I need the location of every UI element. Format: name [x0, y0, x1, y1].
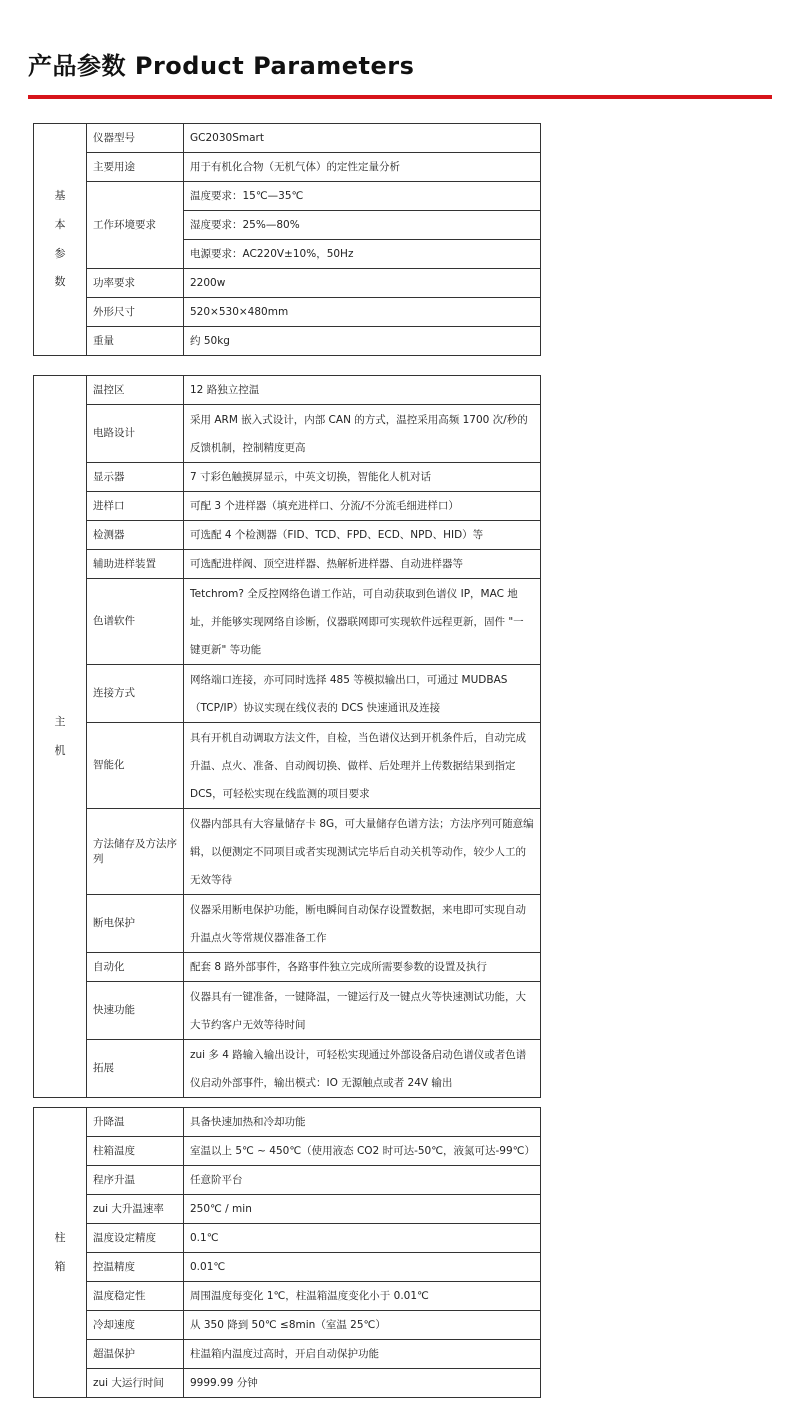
table-row: [34, 1040, 541, 1098]
table-row: [34, 1369, 541, 1398]
param-label: zui 大运行时间: [87, 1369, 184, 1398]
param-value: 从 350 降到 50℃ ≤8min（室温 25℃）: [184, 1311, 541, 1340]
page-title: 产品参数 Product Parameters: [28, 52, 415, 80]
table-row: [34, 723, 541, 809]
param-label: 功率要求: [87, 269, 184, 298]
basic-parameters-table: [33, 123, 541, 356]
param-label: zui 大升温速率: [87, 1195, 184, 1224]
param-value: 7 寸彩色触摸屏显示，中英文切换，智能化人机对话: [184, 463, 541, 492]
table-row: [34, 982, 541, 1040]
table-row: [34, 1253, 541, 1282]
param-label: 检测器: [87, 521, 184, 550]
param-label: 超温保护: [87, 1340, 184, 1369]
param-label: 程序升温: [87, 1166, 184, 1195]
group-char: 参: [54, 246, 66, 260]
param-label: 温度设定精度: [87, 1224, 184, 1253]
param-value: 采用 ARM 嵌入式设计，内部 CAN 的方式，温控采用高频 1700 次/秒的反馈机制，控制精度更高: [184, 405, 541, 463]
param-label: 进样口: [87, 492, 184, 521]
param-value: 具备快速加热和冷却功能: [184, 1108, 541, 1137]
param-value: 用于有机化合物（无机气体）的定性定量分析: [184, 153, 541, 182]
group-cell-basic: [34, 124, 87, 356]
param-value: 配套 8 路外部事件，各路事件独立完成所需要参数的设置及执行: [184, 953, 541, 982]
param-label: 温控区: [87, 376, 184, 405]
param-value: Tetchrom? 全反控网络色谱工作站，可自动获取到色谱仪 IP，MAC 地址，并能够实现网络自诊断，仪器联网即可实现软件远程更新，固件 "一键更新" 等功能: [184, 579, 541, 665]
param-label: 色谱软件: [87, 579, 184, 665]
group-char: 本: [54, 217, 66, 231]
param-label: 电路设计: [87, 405, 184, 463]
param-label: 显示器: [87, 463, 184, 492]
param-value: 9999.99 分钟: [184, 1369, 541, 1398]
param-label: 冷却速度: [87, 1311, 184, 1340]
param-label: 主要用途: [87, 153, 184, 182]
param-value: 0.01℃: [184, 1253, 541, 1282]
param-value: 2200w: [184, 269, 541, 298]
table-row: [34, 521, 541, 550]
param-value: 可选配进样阀、顶空进样器、热解析进样器、自动进样器等: [184, 550, 541, 579]
param-value: 任意阶平台: [184, 1166, 541, 1195]
table-row: [34, 953, 541, 982]
title-divider: [28, 95, 772, 99]
param-label: 自动化: [87, 953, 184, 982]
param-value: 电源要求：AC220V±10%，50Hz: [184, 240, 541, 269]
table-row: [34, 376, 541, 405]
group-cell-host: [34, 376, 87, 1098]
table-row: [34, 298, 541, 327]
table-row: [34, 1195, 541, 1224]
param-value: 仪器采用断电保护功能，断电瞬间自动保存设置数据，来电即可实现自动升温点火等常规仪器准备工作: [184, 895, 541, 953]
param-label: 拓展: [87, 1040, 184, 1098]
param-value: 可选配 4 个检测器（FID、TCD、FPD、ECD、NPD、HID）等: [184, 521, 541, 550]
group-char: 机: [54, 743, 66, 757]
table-row: [34, 579, 541, 665]
param-value: 柱温箱内温度过高时，开启自动保护功能: [184, 1340, 541, 1369]
group-char: 柱: [54, 1230, 66, 1244]
param-label: 方法储存及方法序列: [87, 809, 184, 895]
param-label: 外形尺寸: [87, 298, 184, 327]
param-value: 12 路独立控温: [184, 376, 541, 405]
param-value: 约 50kg: [184, 327, 541, 356]
param-label: 仪器型号: [87, 124, 184, 153]
param-value: 仪器具有一键准备，一键降温，一键运行及一键点火等快速测试功能，大大节约客户无效等待时间: [184, 982, 541, 1040]
param-value: 周围温度每变化 1℃，柱温箱温度变化小于 0.01℃: [184, 1282, 541, 1311]
table-row: [34, 492, 541, 521]
param-value: 520×530×480mm: [184, 298, 541, 327]
param-value: 具有开机自动调取方法文件，自检，当色谱仪达到开机条件后，自动完成升温、点火、准备、自动阀切换、做样、后处理并上传数据结果到指定 DCS，可轻松实现在线监测的项目要求: [184, 723, 541, 809]
table-row: [34, 269, 541, 298]
param-label: 工作环境要求: [87, 182, 184, 269]
table-row: [34, 1108, 541, 1137]
param-label: 重量: [87, 327, 184, 356]
group-cell-oven: [34, 1108, 87, 1398]
group-char: 基: [54, 188, 66, 202]
param-label: 辅助进样装置: [87, 550, 184, 579]
table-row: [34, 182, 541, 211]
param-value: 室温以上 5℃ ~ 450℃（使用液态 CO2 时可达-50℃，液氮可达-99℃）: [184, 1137, 541, 1166]
oven-parameters-table: [33, 1107, 541, 1398]
param-label: 智能化: [87, 723, 184, 809]
table-row: [34, 809, 541, 895]
param-label: 连接方式: [87, 665, 184, 723]
param-label: 控温精度: [87, 1253, 184, 1282]
table-row: [34, 895, 541, 953]
table-row: [34, 405, 541, 463]
param-value: 250℃ / min: [184, 1195, 541, 1224]
table-row: [34, 463, 541, 492]
table-row: [34, 1340, 541, 1369]
host-parameters-table: [33, 375, 541, 1098]
table-row: [34, 1311, 541, 1340]
group-char: 数: [54, 275, 66, 289]
table-row: [34, 327, 541, 356]
param-value: 0.1℃: [184, 1224, 541, 1253]
param-value: 温度要求：15℃—35℃: [184, 182, 541, 211]
param-label: 柱箱温度: [87, 1137, 184, 1166]
group-char: 箱: [54, 1259, 66, 1273]
param-value: 可配 3 个进样器（填充进样口、分流/不分流毛细进样口）: [184, 492, 541, 521]
param-value: 湿度要求：25%—80%: [184, 211, 541, 240]
table-row: [34, 550, 541, 579]
table-row: [34, 665, 541, 723]
table-row: [34, 124, 541, 153]
param-value: 网络端口连接，亦可同时选择 485 等模拟输出口，可通过 MUDBAS（TCP/IP）协议实现在线仪表的 DCS 快速通讯及连接: [184, 665, 541, 723]
table-row: [34, 1224, 541, 1253]
param-label: 升降温: [87, 1108, 184, 1137]
param-value: 仪器内部具有大容量储存卡 8G，可大量储存色谱方法；方法序列可随意编辑，以便测定不同项目或者实现测试完毕后自动关机等动作，较少人工的无效等待: [184, 809, 541, 895]
group-char: 主: [54, 714, 66, 728]
param-label: 温度稳定性: [87, 1282, 184, 1311]
param-label: 断电保护: [87, 895, 184, 953]
table-row: [34, 1166, 541, 1195]
table-row: [34, 1282, 541, 1311]
param-value: GC2030Smart: [184, 124, 541, 153]
param-value: zui 多 4 路输入输出设计，可轻松实现通过外部设备启动色谱仪或者色谱仪启动外部事件，输出模式：IO 无源触点或者 24V 输出: [184, 1040, 541, 1098]
table-row: [34, 153, 541, 182]
param-label: 快速功能: [87, 982, 184, 1040]
table-row: [34, 1137, 541, 1166]
